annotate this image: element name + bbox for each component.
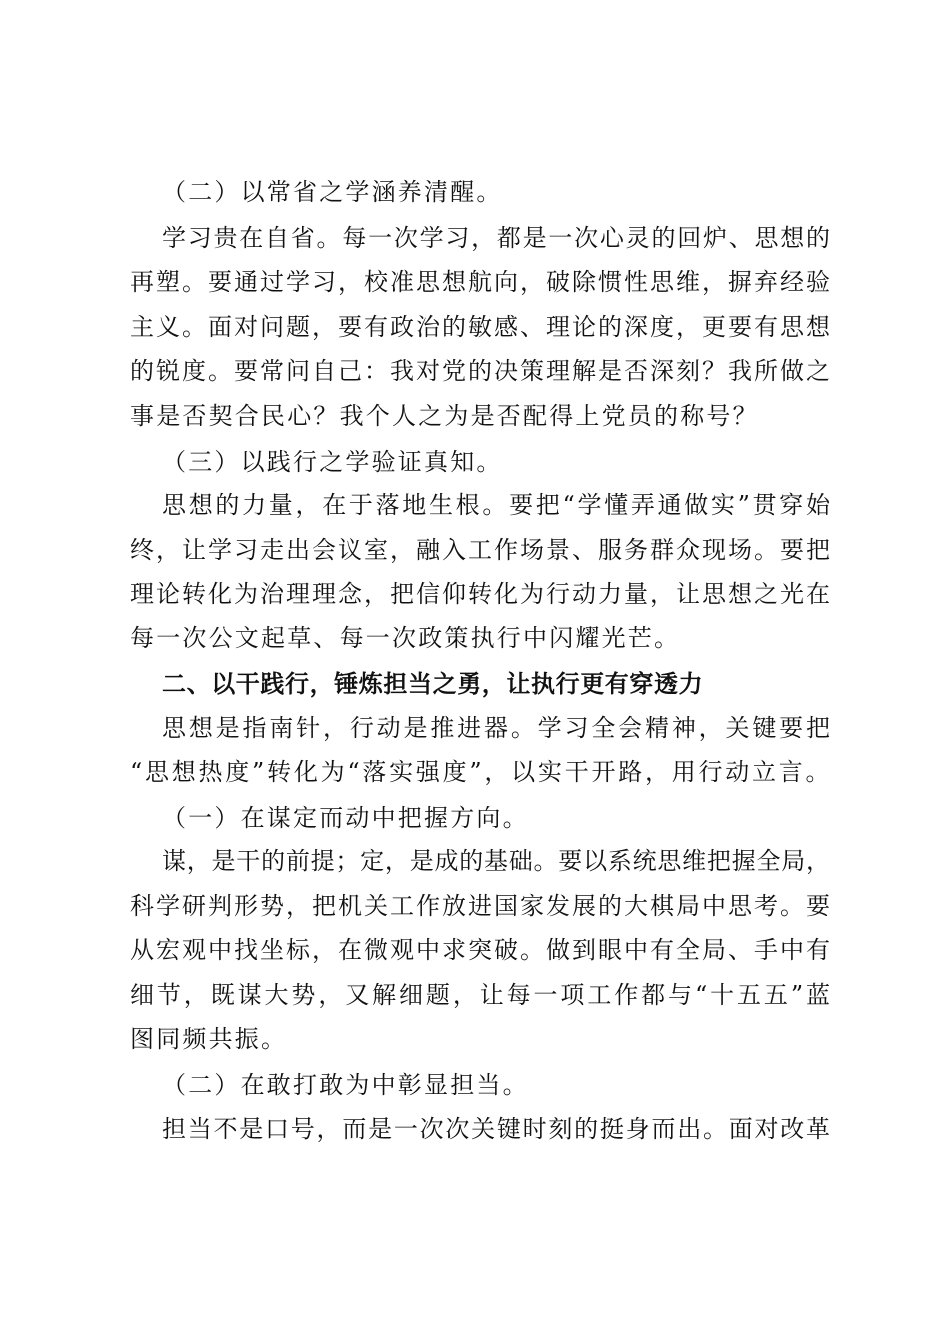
paragraph-line: 细节，既谋大势，又解细题，让每一项工作都与“十五五”蓝 bbox=[130, 981, 830, 1009]
paragraph-line: 终，让学习走出会议室，融入工作场景、服务群众现场。要把 bbox=[130, 536, 830, 564]
paragraph-line: 思想是指南针，行动是推进器。学习全会精神，关键要把 bbox=[162, 714, 830, 742]
paragraph-line: 每一次公文起草、每一次政策执行中闪耀光芒。 bbox=[130, 624, 681, 652]
paragraph-line: 再塑。要通过学习，校准思想航向，破除惯性思维，摒弃经验 bbox=[130, 268, 830, 296]
paragraph-line: 理论转化为治理理念，把信仰转化为行动力量，让思想之光在 bbox=[130, 580, 830, 608]
subsection-heading-1: （一）在谋定而动中把握方向。 bbox=[162, 804, 529, 832]
paragraph-line: 担当不是口号，而是一次次关键时刻的挺身而出。面对改革 bbox=[162, 1115, 830, 1143]
paragraph-line: 思想的力量，在于落地生根。要把“学懂弄通做实”贯穿始 bbox=[162, 491, 830, 519]
paragraph-line: 学习贵在自省。每一次学习，都是一次心灵的回炉、思想的 bbox=[162, 224, 830, 252]
paragraph-line: 的锐度。要常问自己：我对党的决策理解是否深刻？我所做之 bbox=[130, 357, 830, 385]
paragraph-line: 图同频共振。 bbox=[130, 1025, 288, 1053]
paragraph-line: 谋，是干的前提；定，是成的基础。要以系统思维把握全局， bbox=[162, 847, 830, 875]
paragraph-line: 主义。面对问题，要有政治的敏感、理论的深度，更要有思想 bbox=[130, 313, 830, 341]
section-heading: 二、以干践行，锤炼担当之勇，让执行更有穿透力 bbox=[162, 670, 704, 698]
paragraph-line: “思想热度”转化为“落实强度”，以实干开路，用行动立言。 bbox=[130, 758, 830, 786]
paragraph-line: 事是否契合民心？我个人之为是否配得上党员的称号？ bbox=[130, 402, 759, 430]
subsection-heading-2b: （二）在敢打敢为中彰显担当。 bbox=[162, 1071, 529, 1099]
subsection-heading-3: （三）以践行之学验证真知。 bbox=[162, 448, 503, 476]
subsection-heading-2: （二）以常省之学涵养清醒。 bbox=[162, 178, 503, 206]
paragraph-line: 科学研判形势，把机关工作放进国家发展的大棋局中思考。要 bbox=[130, 892, 830, 920]
paragraph-line: 从宏观中找坐标，在微观中求突破。做到眼中有全局、手中有 bbox=[130, 936, 830, 964]
